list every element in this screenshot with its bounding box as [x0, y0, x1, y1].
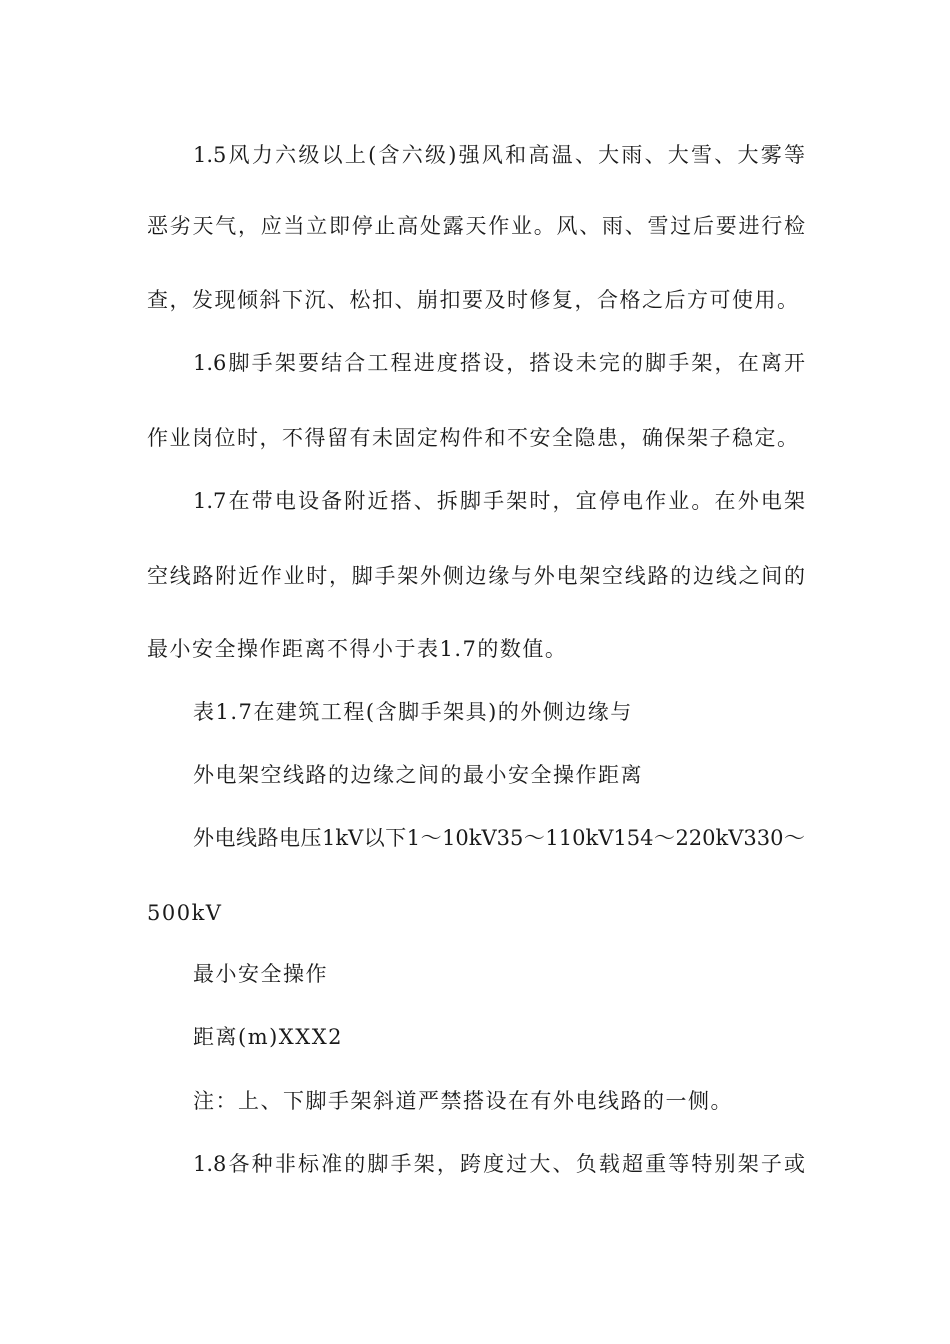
paragraph-1-6-line-2: 作业岗位时，不得留有未固定构件和不安全隐患，确保架子稳定。 [147, 426, 800, 450]
table-note: 注：上、下脚手架斜道严禁搭设在有外电线路的一侧。 [193, 1089, 733, 1113]
table-caption-line-1: 表1.7在建筑工程(含脚手架具)的外侧边缘与 [193, 700, 633, 724]
paragraph-1-7-line-3: 最小安全操作距离不得小于表1.7的数值。 [147, 637, 568, 661]
table-caption-line-2: 外电架空线路的边缘之间的最小安全操作距离 [193, 763, 643, 787]
table-distance-row-line-2: 距离(m)XXX2 [193, 1025, 344, 1049]
paragraph-1-8-line-1: 1.8各种非标准的脚手架，跨度过大、负载超重等特别架子或 [193, 1152, 805, 1176]
table-voltage-row-line-2: 500kV [147, 901, 223, 925]
paragraph-1-5-line-2: 恶劣天气，应当立即停止高处露天作业。风、雨、雪过后要进行检 [147, 214, 805, 238]
paragraph-1-5-line-3: 查，发现倾斜下沉、松扣、崩扣要及时修复，合格之后方可使用。 [147, 288, 800, 312]
paragraph-1-7-line-2: 空线路附近作业时，脚手架外侧边缘与外电架空线路的边线之间的 [147, 564, 805, 588]
paragraph-1-5-line-1: 1.5风力六级以上(含六级)强风和高温、大雨、大雪、大雾等 [193, 143, 805, 167]
table-distance-row-line-1: 最小安全操作 [193, 962, 328, 986]
table-voltage-row-line-1: 外电线路电压1kV以下1～10kV35～110kV154～220kV330～ [193, 826, 805, 850]
paragraph-1-6-line-1: 1.6脚手架要结合工程进度搭设，搭设未完的脚手架，在离开 [193, 351, 805, 375]
paragraph-1-7-line-1: 1.7在带电设备附近搭、拆脚手架时，宜停电作业。在外电架 [193, 489, 805, 513]
